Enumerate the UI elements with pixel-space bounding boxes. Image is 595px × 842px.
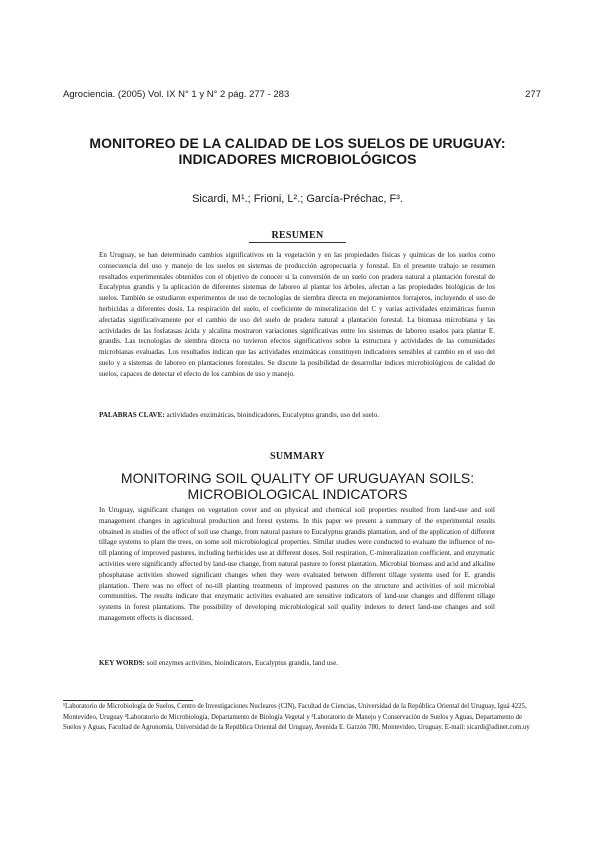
spanish-title: [40, 135, 555, 167]
journal-citation: Agrociencia. (2005) Vol. IX N° 1 y N° 2 pág. 277 - 283: [63, 89, 290, 100]
summary-heading: SUMMARY: [269, 451, 326, 462]
summary-keywords-label: KEY WORDS:: [99, 659, 145, 667]
resumen-text: En Uruguay, se han determinado cambios significativos en la vegetación y en las propiedades físicas y químicas de los suelos como consecuencia del uso y manejo de los suelos en sistemas de producción agropecuaria y forestal. En el presente trabajo se resumen resultados experimentales obtenidos con el objetivo de conocer si la conversión de un suelo con pradera natural a plantación forestal de Eucalyptus grandis y la aplicación de diferentes sistemas de laboreo al plantar los árboles, afectan a las propiedades biológicas de los suelos. También se estudiaron experimentos de uso de tecnologías de siembra directa en mejoramientos forrajeros, incluyendo el uso de herbicidas a diferentes dosis. La respiración del suelo, el coeficiente de mineralización del C y varias actividades enzimáticas fueron afectadas significativamente por el cambio de uso del suelo de pradera natural a plantación forestal. La biomasa microbiana y las actividades de las fosfatasas ácida y alcalina mostraron variaciones significativas entre los sistemas de laboreo usados para plantar E. grandis. Las tecnologías de siembra directa no tuvieron efectos significativos sobre la estructura y actividades de las comunidades microbianas evaluadas. Los resultados indican que las actividades enzimáticas constituyen indicadores sensibles al cambio en el uso del suelo y a sistemas de laboreo en plantaciones forestales. Se discute la posibilidad de desarrollar índices microbiológicos de calidad de suelos, capaces de detectar el efecto de los cambios de uso y manejo.: [99, 251, 495, 378]
summary-text: In Uruguay, significant changes on vegetation cover and on physical and chemical soil properties resulted from land-use and soil management changes in agricultural production and forest systems. In this paper we present a summary of the experimental results obtained in studies of the effect of soil use change, from natural pasture to Eucalyptus grandis plantation, and of the application of different tillage systems to plant the trees, on some soil microbiological properties. Similar studies were conducted to evaluate the influence of no-till planting of improved pastures, including herbicides use at different doses. Soil respiration, C-mineralization coefficient, and enzymatic activities were significantly affected by land-use change, from natural pasture to forest plantation. Microbial biomass and acid and alkaline phosphatase activities showed significant changes when they were evaluated between different tillage systems used for E. grandis plantation. There was no effect of no-till planting treatments of improved pastures on the structure and activities of soil microbial communities. The results indicate that enzymatic activities evaluated are sensitive indicators of land-use changes and different tillage systems in forest plantations. The possibility of developing microbiological soil quality indexes to detect land-use changes and soil management effects is discussed.: [99, 506, 495, 622]
summary-keywords: [99, 658, 495, 669]
resumen-keywords-list: actividades enzimáticas, bioindicadores, Eucalyptus grandis, uso del suelo.: [164, 411, 380, 419]
english-title-line-2: MICROBIOLOGICAL INDICATORS: [187, 486, 408, 502]
resumen-heading: RESUMEN: [271, 230, 324, 241]
resumen-keywords: [99, 410, 495, 421]
footnote-rule: [63, 700, 193, 701]
spanish-title-line-2: INDICADORES MICROBIOLÓGICOS: [178, 151, 417, 167]
affiliation-footnote: ¹Laboratorio de Microbiología de Suelos, Centro de Investigaciones Nucleares (CIN), Facultad de Ciencias, Universidad de la República Oriental del Uruguay, Iguá 4225, Montevideo, Uruguay ²Laboratorio de Microbiología, Departamento de Biología Vegetal y ³Laboratorio de Manejo y Conservación de Suelos y Aguas, Departamento de Suelos y Aguas, Facultad de Agronomía, Universidad de la República Oriental del Uruguay, Avenida E. Garzón 780, Montevideo, Uruguay. E-mail: sicardi@adinet.com.uy: [63, 703, 530, 731]
spanish-title-line-1: MONITOREO DE LA CALIDAD DE LOS SUELOS DE URUGUAY:: [89, 135, 506, 151]
english-title: [40, 470, 555, 502]
summary-keywords-list: soil enzymes activities, bioindicators, Eucalyptus grandis, land use.: [144, 659, 338, 667]
english-title-line-1: MONITORING SOIL QUALITY OF URUGUAYAN SOILS:: [120, 470, 475, 486]
page-number: 277: [525, 89, 541, 100]
authors: Sicardi, M¹.; Frioni, L².; García-Préchac, F³.: [192, 193, 403, 205]
resumen-keywords-label: PALABRAS CLAVE:: [99, 411, 165, 419]
running-header: [63, 89, 541, 100]
resumen-heading-rule: [249, 242, 346, 243]
